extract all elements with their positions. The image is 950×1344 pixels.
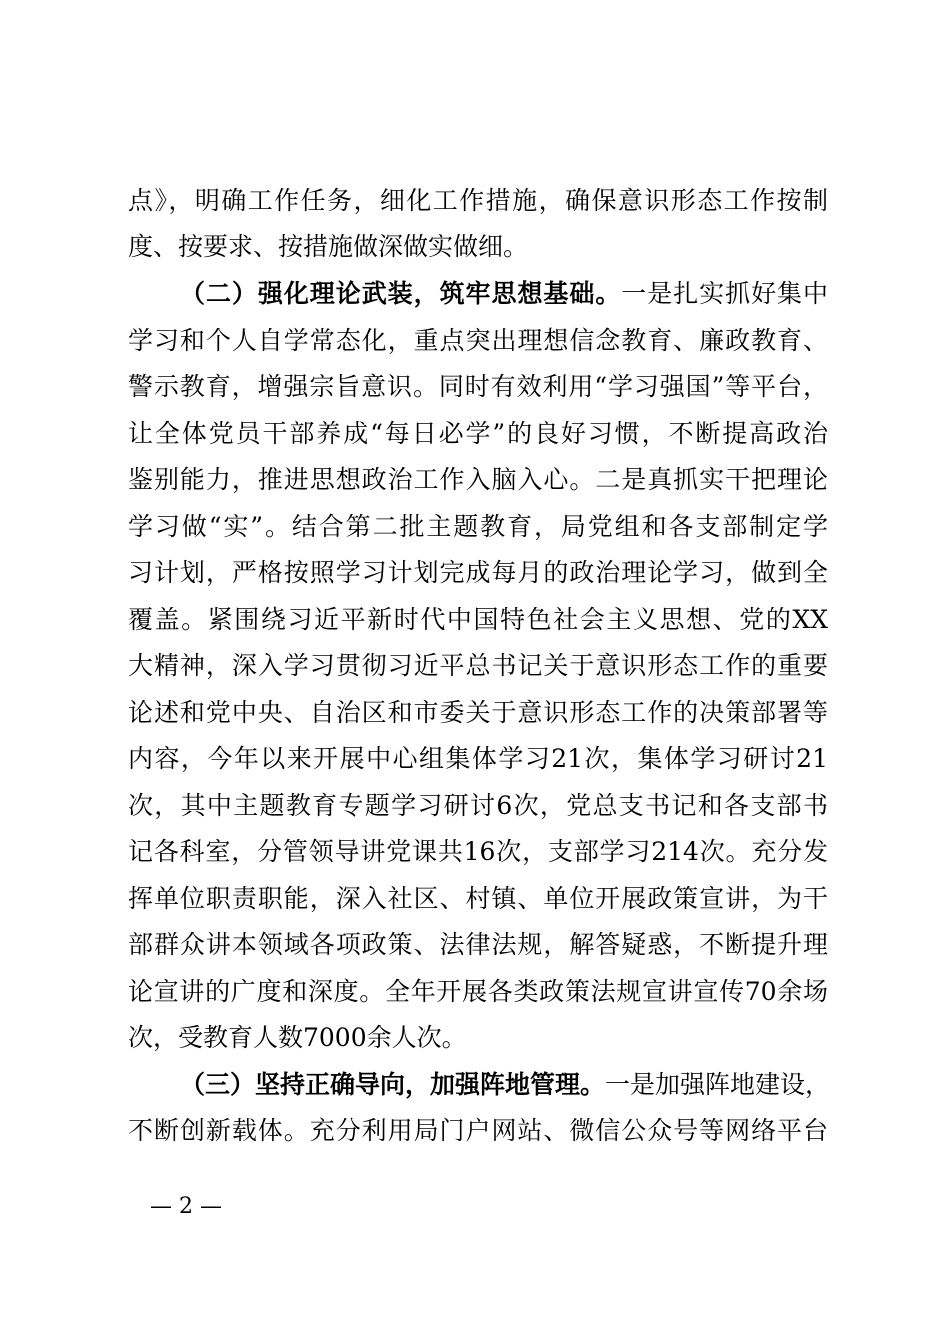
paragraph-line bbox=[180, 1065, 831, 1105]
paragraph-line bbox=[180, 274, 828, 314]
paragraph-line: 点》，明确工作任务，细化工作措施，确保意识形态工作按制 bbox=[128, 186, 828, 215]
paragraph-line: 次，其中主题教育专题学习研讨6次，党总支书记和各支部书 bbox=[128, 791, 828, 820]
page-number: — 2 — bbox=[150, 1194, 222, 1219]
paragraph-line: 学习做“实”。结合第二批主题教育，局党组和各支部制定学 bbox=[128, 512, 828, 541]
paragraph-text: 一是扎实抓好集中 bbox=[621, 279, 828, 308]
paragraph-line: 大精神，深入学习贯彻习近平总书记关于意识形态工作的重要 bbox=[128, 651, 828, 680]
paragraph-line: 不断创新载体。充分利用局门户网站、微信公众号等网络平台 bbox=[128, 1116, 828, 1145]
paragraph-line: 部群众讲本领域各项政策、法律法规，解答疑惑，不断提升理 bbox=[128, 930, 828, 959]
section-heading: （三）坚持正确导向，加强阵地管理。 bbox=[180, 1070, 606, 1099]
paragraph-line: 学习和个人自学常态化，重点突出理想信念教育、廉政教育、 bbox=[128, 326, 828, 355]
paragraph-line: 记各科室，分管领导讲党课共16次，支部学习214次。充分发 bbox=[128, 837, 828, 866]
paragraph-text: 一是加强阵地建设， bbox=[605, 1070, 831, 1099]
section-heading: （二）强化理论武装，筑牢思想基础。 bbox=[180, 279, 622, 308]
paragraph-line: 论宣讲的广度和深度。全年开展各类政策法规宣讲宣传70余场 bbox=[128, 977, 828, 1006]
paragraph-line: 警示教育，增强宗旨意识。同时有效利用“学习强国”等平台， bbox=[128, 372, 828, 401]
paragraph-line: 次，受教育人数7000余人次。 bbox=[128, 1023, 467, 1052]
paragraph-line: 习计划，严格按照学习计划完成每月的政治理论学习，做到全 bbox=[128, 558, 828, 587]
paragraph-line: 让全体党员干部养成“每日必学”的良好习惯，不断提高政治 bbox=[128, 419, 828, 448]
paragraph-line: 鉴别能力，推进思想政治工作入脑入心。二是真抓实干把理论 bbox=[128, 465, 828, 494]
paragraph-line: 挥单位职责职能，深入社区、村镇、单位开展政策宣讲，为干 bbox=[128, 884, 828, 913]
paragraph-line: 度、按要求、按措施做深做实做细。 bbox=[128, 232, 529, 261]
paragraph-line: 覆盖。紧围绕习近平新时代中国特色社会主义思想、党的XX bbox=[128, 605, 828, 634]
paragraph-line: 内容，今年以来开展中心组集体学习21次，集体学习研讨21 bbox=[128, 744, 828, 773]
paragraph-line: 论述和党中央、自治区和市委关于意识形态工作的决策部署等 bbox=[128, 698, 828, 727]
